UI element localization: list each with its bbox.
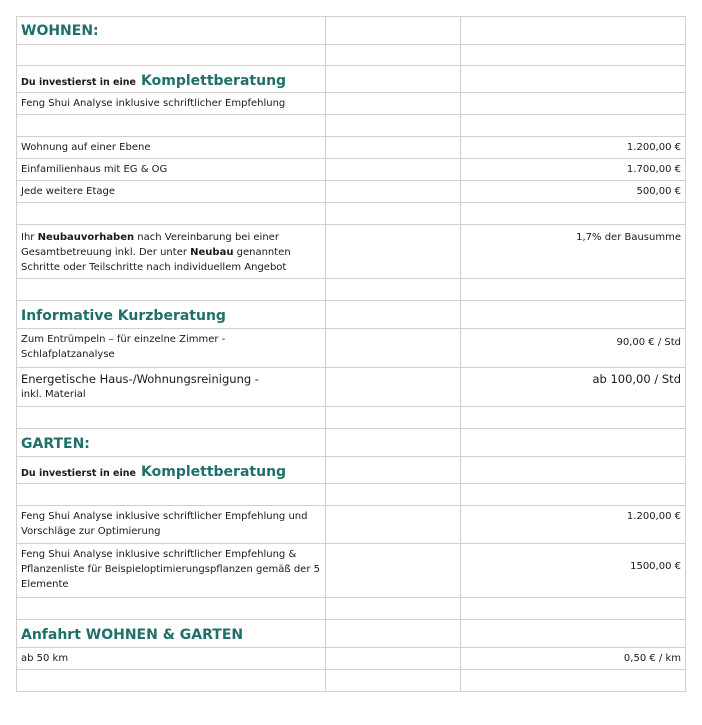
- table-row: [16, 158, 686, 180]
- etage-price: 500,00 €: [636, 186, 681, 197]
- table-row: [16, 543, 686, 597]
- garten1-label: Feng Shui Analyse inklusive schriftlicher Empfehlung und Vorschläge zur Optimierung: [21, 511, 308, 537]
- neubau-text: Ihr Neubauvorhaben nach Vereinbarung bei einer Gesamtbetreuung inkl. Der unter Neubau genannten Schritte oder Teilschritte nach individuellem Angebot: [16, 225, 326, 278]
- table-row: [16, 483, 686, 505]
- reinigung-label-material: inkl. Material: [21, 389, 86, 400]
- table-row: [16, 224, 686, 278]
- table-row: [16, 92, 686, 114]
- garten-invest-word: Komplettberatung: [141, 464, 287, 480]
- etage-label: Jede weitere Etage: [21, 186, 116, 197]
- table-row: [16, 367, 686, 406]
- anfahrt-label: ab 50 km: [21, 653, 69, 664]
- section-title-wohnen: WOHNEN:: [21, 23, 99, 39]
- table-row: [16, 456, 686, 483]
- haus-price: 1.700,00 €: [626, 164, 681, 175]
- table-row: [16, 202, 686, 224]
- garten2-label: Feng Shui Analyse inklusive schriftlicher Empfehlung & Pflanzenliste für Beispieloptimierungspflanzen gemäß der 5 Elemente: [21, 549, 320, 590]
- feng-shui-analyse-text: Feng Shui Analyse inklusive schriftlicher Empfehlung: [21, 98, 286, 109]
- table-row: [16, 300, 686, 328]
- table-row: [16, 619, 686, 647]
- invest-word: Komplettberatung: [141, 73, 287, 89]
- table-row: [16, 669, 686, 692]
- haus-label: Einfamilienhaus mit EG & OG: [21, 164, 168, 175]
- table-row: [16, 597, 686, 619]
- wohnung-price: 1.200,00 €: [626, 142, 681, 153]
- price-table: [16, 16, 686, 692]
- table-row: [16, 406, 686, 428]
- garten1-price: 1.200,00 €: [626, 511, 681, 522]
- table-row: [16, 136, 686, 158]
- garten2-price: 1500,00 €: [630, 561, 681, 572]
- entruempeln-label: Zum Entrümpeln – für einzelne Zimmer - Schlafplatzanalyse: [21, 334, 226, 360]
- table-row: [16, 428, 686, 456]
- section-title-anfahrt: Anfahrt WOHNEN & GARTEN: [21, 627, 244, 643]
- neubau-price: 1,7% der Bausumme: [576, 232, 681, 243]
- wohnung-label: Wohnung auf einer Ebene: [21, 142, 151, 153]
- table-row: [16, 114, 686, 136]
- table-row: [16, 44, 686, 65]
- table-row: [16, 328, 686, 367]
- reinigung-price: ab 100,00 / Std: [592, 372, 681, 386]
- section-title-garten: GARTEN:: [21, 436, 90, 452]
- table-row: [16, 278, 686, 300]
- section-title-kurzberatung: Informative Kurzberatung: [21, 308, 226, 324]
- table-row: [16, 16, 686, 44]
- invest-prefix: Du investierst in eine: [21, 77, 136, 88]
- anfahrt-price: 0,50 € / km: [623, 653, 681, 664]
- table-row: [16, 180, 686, 202]
- reinigung-label: Energetische Haus-/Wohnungsreinigung -: [21, 372, 259, 386]
- table-row: [16, 647, 686, 669]
- garten-invest-prefix: Du investierst in eine: [21, 468, 136, 479]
- table-row: [16, 505, 686, 543]
- table-row: [16, 65, 686, 92]
- entruempeln-price: 90,00 € / Std: [616, 337, 681, 348]
